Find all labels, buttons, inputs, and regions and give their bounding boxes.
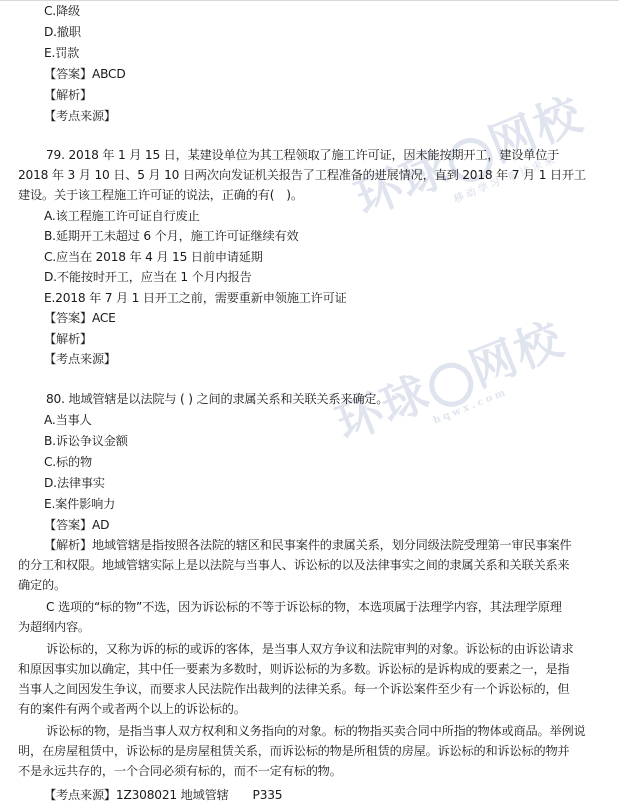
option-e: E.案件影响力 [44,497,116,511]
question-79-stem: 建设。关于该工程施工许可证的说法，正确的有( )。 [18,188,303,202]
explanation-paragraph: 为超纲内容。 [18,620,90,634]
watermark-logo: 环球网校 移动学习 职达未来 [347,86,591,227]
explanation-paragraph: 诉讼标的，又称为诉的标的或诉的客体，是当事人双方争议和法院审判的对象。诉讼标的由诉讼请求 [46,642,574,656]
explanation-paragraph: 诉讼标的物，是指当事人双方权利和义务指向的对象。标的物指买卖合同中所指的物体或商品。举例说 [46,724,586,738]
option-c: C.标的物 [44,455,92,469]
option-d: D.法律事实 [44,476,105,490]
explanation-paragraph: 明，在房屋租赁中，诉讼标的是房屋租赁关系，而诉讼标的物是所租赁的房屋。诉讼标的和诉讼标的物并 [18,744,570,758]
analysis-text: 【解析】地域管辖是指按照各法院的辖区和民事案件的隶属关系，划分同级法院受理第一审民事案件 [44,538,572,552]
source-label: 【考点来源】1Z308021 地域管辖 P335 [44,788,283,802]
option-b: B.诉讼争议金额 [44,434,128,448]
question-80-stem: 80. 地域管辖是以法院与 ( ) 之间的隶属关系和关联关系来确定。 [46,392,389,406]
source-label: 【考点来源】 [44,352,116,366]
analysis-text: 确定的。 [18,578,66,592]
option-a: A.该工程施工许可证自行废止 [44,209,200,223]
explanation-paragraph: 和原因事实加以确定，其中任一要素为多数时，则诉讼标的为多数。诉讼标的是诉构成的要素之一，是指 [18,662,570,676]
page-top-divider [0,0,619,1]
explanation-paragraph: 不是永远共存的，一个合同必须有标的，而不一定有标的物。 [18,764,342,778]
option-c: C.应当在 2018 年 4 月 15 日前申请延期 [44,250,263,264]
analysis-label: 【解析】 [44,88,92,102]
option-c: C.降级 [44,4,80,18]
source-label: 【考点来源】 [44,109,116,123]
analysis-label: 【解析】 [44,332,92,346]
option-e: E.罚款 [44,46,80,60]
option-d: D.撤职 [44,25,81,39]
explanation-paragraph: 有的案件有两个或者两个以上的诉讼标的。 [18,702,246,716]
explanation-paragraph: 当事人之间因发生争议，而要求人民法院作出裁判的法律关系。每一个诉讼案件至少有一个诉讼标的，但 [18,682,570,696]
analysis-text: 的分工和权限。地域管辖实际上是以法院与当事人、诉讼标的以及法律事实之间的隶属关系和关联关系来 [18,558,570,572]
option-e: E.2018 年 7 月 1 日开工之前，需要重新申领施工许可证 [44,291,347,305]
explanation-paragraph: C 选项的“标的物”不选，因为诉讼标的不等于诉讼标的物，本选项属于法理学内容，其法理学原理 [46,600,562,614]
question-79-stem: 79. 2018 年 1 月 15 日，某建设单位为其工程领取了施工许可证，因未能按期开工，建设单位于 [46,148,560,162]
option-a: A.当事人 [44,413,92,427]
question-79-stem: 2018 年 3 月 10 日、5 月 10 日两次向发证机关报告了工程准备的进展情况，直到 2018 年 7 月 1 日开工 [18,168,586,182]
answer-label: 【答案】ABCD [44,67,126,81]
answer-label: 【答案】ACE [44,311,116,325]
watermark-logo: 环球网校 hqwx.com [328,311,572,452]
option-b: B.延期开工未超过 6 个月，施工许可证继续有效 [44,229,299,243]
answer-label: 【答案】AD [44,518,110,532]
option-d: D.不能按时开工，应当在 1 个月内报告 [44,270,252,284]
